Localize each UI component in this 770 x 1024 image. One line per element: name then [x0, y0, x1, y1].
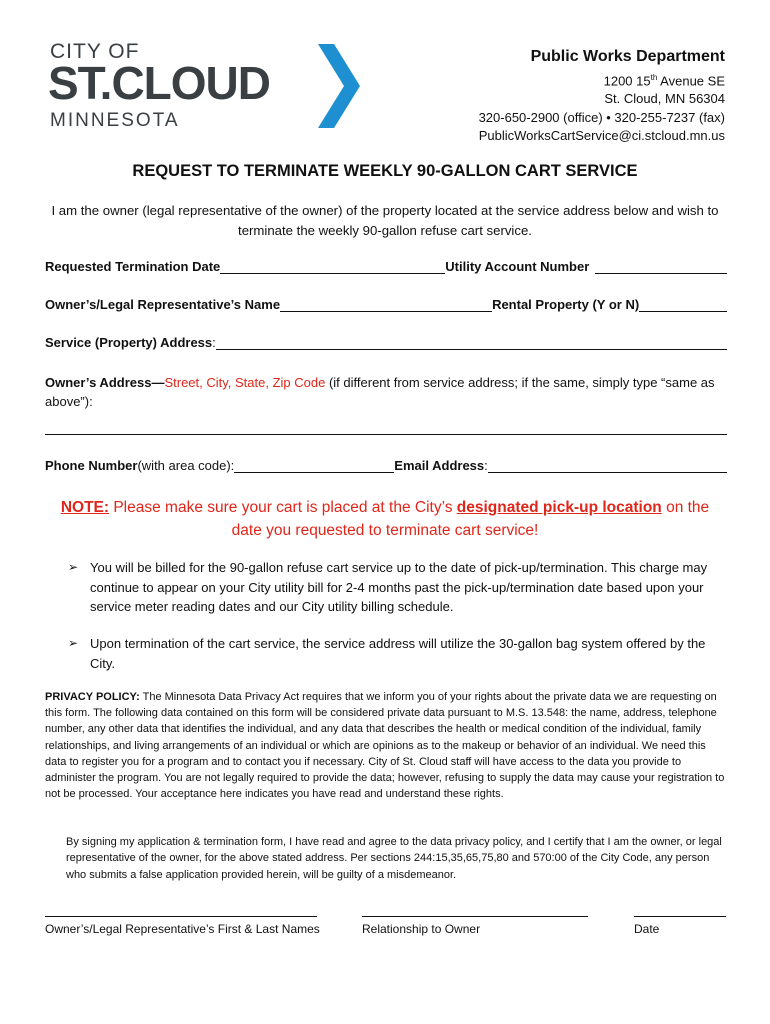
email-colon: : [484, 458, 488, 473]
note-text2: on the date you requested to terminate cart service! [231, 499, 710, 539]
email-label: Email Address [394, 458, 485, 473]
department-email: PublicWorksCartService@ci.stcloud.mn.us [478, 128, 725, 144]
rental-property-label: Rental Property (Y or N) [492, 297, 640, 312]
privacy-text: The Minnesota Data Privacy Act requires that we inform you of your rights about the private data we are requesting on this form. The following data contained on this form will be considered private data pursuant to M.S. 13.548: the name, address, telephone number, any other data that identifies the individual, and any data that describes the health or medical condition of the individual, family relationships, and living arrangements of an individual or which are opinions as to the makeup or behavior of an individual. We need this data to register you for a program and to contact you if necessary. City of St. Cloud staff will have access to the data you provide to administer the program. You are not legally required to provide the data; however, refusing to supply the data may cause your registration to not be processed. Your acceptance here indicates you have read and understand these rights. [45, 691, 725, 801]
bullet-text: Upon termination of the cart service, the service address will utilize the 30-gallon bag system offered by the City. [90, 636, 706, 671]
address-street-number: 1200 15 [603, 72, 651, 88]
phone-field[interactable] [234, 458, 394, 473]
privacy-label: PRIVACY POLICY: [45, 691, 140, 703]
service-address-colon: : [212, 335, 216, 350]
owner-address-title: Owner’s Address [45, 375, 152, 390]
pickup-note [50, 496, 720, 542]
owner-name-field[interactable] [280, 297, 492, 312]
utility-account-field[interactable] [595, 259, 727, 274]
department-address-line1 [479, 69, 725, 91]
signature-date-field[interactable] [634, 916, 726, 917]
department-address-line2: St. Cloud, MN 56304 [604, 91, 725, 107]
field-row-contact [45, 458, 727, 473]
logo-st-cloud: ST.CLOUD [48, 57, 270, 109]
owner-address-parts: Street, City, State, Zip Code [164, 375, 326, 390]
field-row-termination [45, 259, 727, 274]
department-title: Public Works Department [530, 48, 725, 65]
signature-name-field[interactable] [45, 916, 317, 917]
owner-address-label [45, 373, 727, 411]
chevron-right-icon [318, 44, 360, 128]
address-ordinal-suffix: th [650, 72, 658, 82]
note-prefix: NOTE: [60, 499, 110, 516]
form-intro: I am the owner (legal representative of the owner) of the property located at the service address below and wish to terminate the weekly 90-gallon refuse cart service. [51, 203, 719, 238]
bullet-text: You will be billed for the 90-gallon refuse cart service up to the date of pick-up/termination. This charge may continue to appear on your City utility bill for 2-4 months past the pick-up/termination date based upon your service meter reading dates and our City utility billing schedule. [90, 560, 708, 614]
note-text1: Please make sure your cart is placed at the City’s [109, 499, 457, 516]
owner-name-label: Owner’s/Legal Representative’s Name [45, 297, 281, 312]
field-row-owner [45, 297, 727, 312]
field-row-service-address [45, 335, 727, 350]
arrow-bullet-icon: ➢ [68, 636, 79, 650]
owner-address-note: (if different from service address; if the same, simply type “same as above”): [45, 375, 715, 409]
service-address-field[interactable] [216, 335, 727, 350]
signature-name-label: Owner’s/Legal Representative’s First & Last Names [45, 922, 320, 936]
relationship-field[interactable] [362, 916, 588, 917]
arrow-bullet-icon: ➢ [68, 560, 79, 574]
rental-property-field[interactable] [639, 297, 727, 312]
termination-date-label: Requested Termination Date [45, 259, 221, 274]
list-item [68, 558, 728, 617]
owner-address-field[interactable] [45, 434, 727, 435]
note-highlight: designated pick-up location [456, 499, 662, 516]
department-phone: 320-650-2900 (office) • 320-255-7237 (fax) [478, 109, 725, 125]
phone-label: Phone Number [45, 458, 138, 473]
utility-account-label: Utility Account Number [445, 259, 590, 274]
logo-minnesota: MINNESOTA [50, 110, 180, 131]
signing-statement: By signing my application & termination form, I have read and agree to the data privacy policy, and I certify that I am the owner, or legal representative of the owner, for the above stated address. Per sections 244:15,35,65,75,80 and 570:00 of the City Code, any person who submits a false application provided herein, will be guilty of a misdemeanor. [66, 836, 722, 881]
termination-date-field[interactable] [220, 259, 445, 274]
phone-hint: (with area code): [137, 458, 235, 473]
email-field[interactable] [488, 458, 727, 473]
signature-date-label: Date [634, 922, 660, 936]
logo-city-of: CITY OF [50, 40, 140, 63]
privacy-policy [45, 689, 727, 802]
department-contact-block [479, 48, 725, 146]
form-title: REQUEST TO TERMINATE WEEKLY 90-GALLON CART SERVICE [132, 162, 638, 180]
service-address-label: Service (Property) Address [45, 335, 213, 350]
owner-address-dash: — [151, 375, 165, 390]
address-street-name: Avenue SE [657, 72, 725, 88]
relationship-label: Relationship to Owner [362, 922, 481, 936]
list-item [68, 634, 728, 673]
